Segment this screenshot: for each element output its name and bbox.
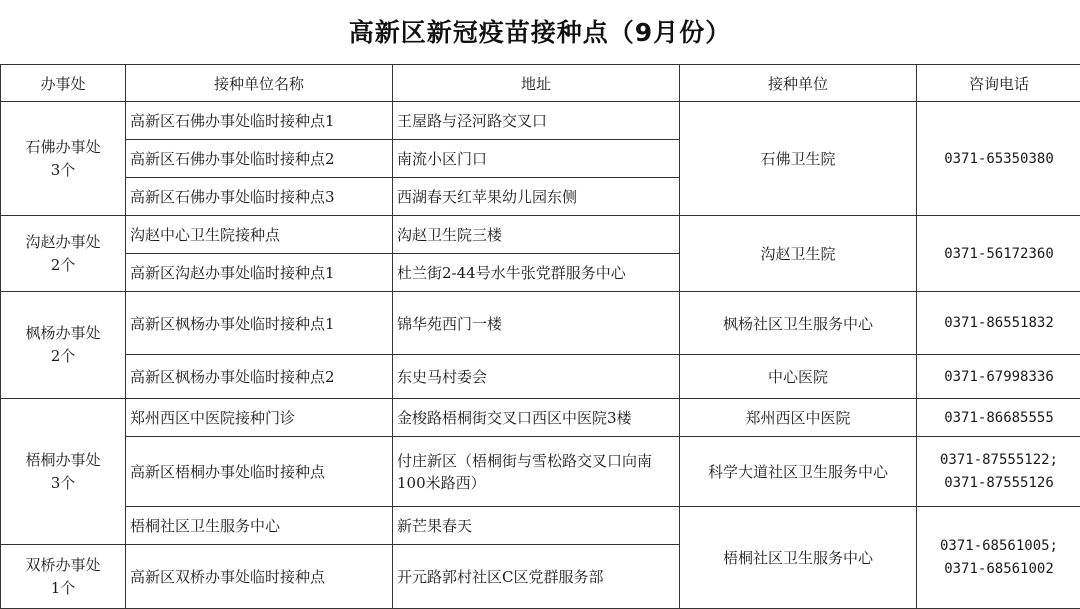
phone-line: 0371-68561002 [944, 560, 1054, 577]
site-name: 高新区双桥办事处临时接种点 [126, 545, 393, 609]
office-name: 石佛办事处 [25, 137, 101, 156]
header-office: 办事处 [1, 65, 126, 102]
site-name: 高新区石佛办事处临时接种点3 [126, 178, 393, 216]
header-address: 地址 [393, 65, 680, 102]
header-phone: 咨询电话 [917, 65, 1080, 102]
phone-line: 0371-87555122; [939, 451, 1058, 468]
site-address: 新芒果春天 [393, 507, 680, 545]
table-row [1, 216, 1080, 254]
office-name: 枫杨办事处 [25, 324, 101, 342]
office-cell [1, 292, 126, 399]
header-row [1, 65, 1080, 102]
site-address: 沟赵卫生院三楼 [393, 216, 680, 254]
site-name: 郑州西区中医院接种门诊 [126, 399, 393, 437]
office-name: 双桥办事处 [25, 555, 101, 574]
office-cell [1, 545, 126, 609]
office-count: 1个 [50, 578, 76, 597]
unit-name: 枫杨社区卫生服务中心 [680, 292, 917, 355]
site-name: 沟赵中心卫生院接种点 [126, 216, 393, 254]
site-address: 杜兰街2-44号水牛张党群服务中心 [393, 254, 680, 292]
unit-phone: 0371-86685555 [917, 399, 1080, 437]
office-cell [1, 216, 126, 292]
header-unit: 接种单位 [680, 65, 917, 102]
office-count: 2个 [50, 255, 76, 274]
site-name: 高新区石佛办事处临时接种点2 [126, 140, 393, 178]
site-address: 锦华苑西门一楼 [393, 292, 680, 355]
site-address: 金梭路梧桐街交叉口西区中医院3楼 [393, 399, 680, 437]
office-cell [1, 102, 126, 216]
office-cell [1, 399, 126, 545]
site-address: 王屋路与泾河路交叉口 [393, 102, 680, 140]
site-name: 高新区枫杨办事处临时接种点1 [126, 292, 393, 355]
unit-name: 郑州西区中医院 [680, 399, 917, 437]
site-address: 西湖春天红苹果幼儿园东侧 [393, 178, 680, 216]
unit-phone: 0371-56172360 [917, 216, 1080, 292]
table-row [1, 437, 1080, 507]
table-row [1, 399, 1080, 437]
office-count: 3个 [50, 160, 76, 179]
unit-phone: 0371-65350380 [917, 102, 1080, 216]
unit-name: 科学大道社区卫生服务中心 [680, 437, 917, 507]
table-row [1, 102, 1080, 140]
office-count: 2个 [50, 347, 76, 365]
header-site-name: 接种单位名称 [126, 65, 393, 102]
site-address: 南流小区门口 [393, 140, 680, 178]
unit-name: 中心医院 [680, 355, 917, 399]
unit-name: 梧桐社区卫生服务中心 [680, 507, 917, 609]
office-name: 梧桐办事处 [25, 450, 101, 469]
table-row [1, 507, 1080, 545]
unit-name: 石佛卫生院 [680, 102, 917, 216]
unit-phone: 0371-86551832 [917, 292, 1080, 355]
office-name: 沟赵办事处 [25, 232, 101, 251]
unit-phone [917, 507, 1080, 609]
unit-phone [917, 437, 1080, 507]
site-name: 梧桐社区卫生服务中心 [126, 507, 393, 545]
site-name: 高新区梧桐办事处临时接种点 [126, 437, 393, 507]
site-name: 高新区枫杨办事处临时接种点2 [126, 355, 393, 399]
unit-name: 沟赵卫生院 [680, 216, 917, 292]
site-address: 付庄新区（梧桐街与雪松路交叉口向南100米路西） [393, 437, 680, 507]
site-address: 东史马村委会 [393, 355, 680, 399]
table-row [1, 292, 1080, 355]
office-count: 3个 [50, 473, 76, 492]
unit-phone: 0371-67998336 [917, 355, 1080, 399]
site-address: 开元路郭村社区C区党群服务部 [393, 545, 680, 609]
phone-line: 0371-68561005; [939, 537, 1058, 554]
site-name: 高新区石佛办事处临时接种点1 [126, 102, 393, 140]
site-name: 高新区沟赵办事处临时接种点1 [126, 254, 393, 292]
vaccination-sites-table [0, 64, 1080, 609]
table-row [1, 355, 1080, 399]
page-title: 高新区新冠疫苗接种点（9月份） [348, 18, 732, 47]
phone-line: 0371-87555126 [944, 474, 1054, 491]
